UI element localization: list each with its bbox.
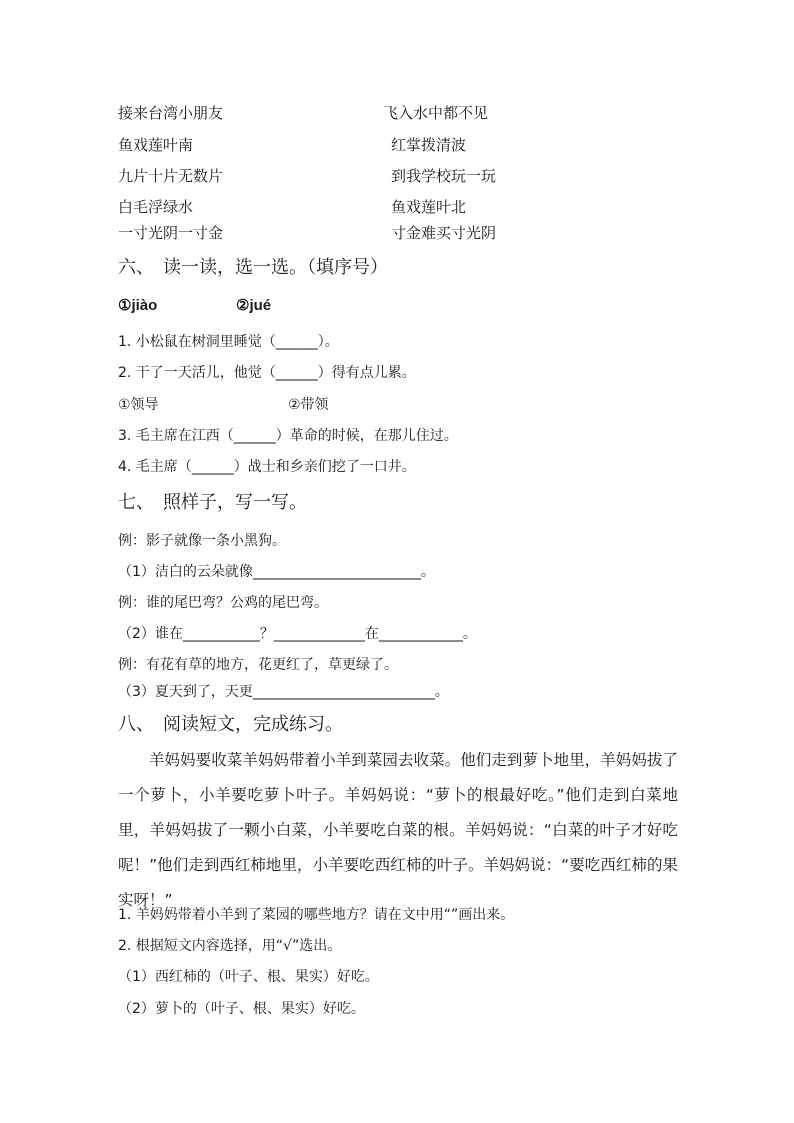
match-left-5: 一寸光阴一寸金 [118, 224, 224, 242]
s6-question-4: 4. 毛主席（______）战士和乡亲们挖了一口井。 [118, 459, 416, 475]
reading-passage: 羊妈妈要收菜羊妈妈带着小羊到菜园去收菜。他们走到萝卜地里，羊妈妈拔了一个萝卜，小羊要吃萝卜叶子。羊妈妈说：“萝卜的根最好吃。”他们走到白菜地里，羊妈妈拔了一颗小白菜，小羊要吃白菜的根。羊妈妈说：“白菜的叶子才好吃呢！”他们走到西红柿地里，小羊要吃西红柿的叶子。羊妈妈说：“要吃西红柿的果实呀！” [118, 751, 678, 909]
s8-question-2a: （1）西红柿的（叶子、根、果实）好吃。 [118, 969, 379, 985]
s7-question-1: （1）洁白的云朵就像________________________。 [118, 564, 435, 580]
s6-question-3: 3. 毛主席在江西（______）革命的时候，在那儿住过。 [118, 428, 458, 444]
s6-question-2: 2. 干了一天活儿，他觉（______）得有点儿累。 [118, 365, 416, 381]
match-right-4: 鱼戏莲叶北 [391, 198, 467, 216]
match-right-3: 到我学校玩一玩 [391, 167, 497, 185]
match-left-3: 九片十片无数片 [118, 167, 224, 185]
word-option-2: ②带领 [288, 397, 329, 413]
match-left-1: 接来台湾小朋友 [118, 104, 224, 122]
s7-example-1: 例：影子就像一条小黑狗。 [118, 533, 286, 549]
match-right-2: 红掌拨清波 [391, 136, 467, 154]
match-left-2: 鱼戏莲叶南 [118, 136, 194, 154]
section-7-title: 七、 照样子，写一写。 [118, 492, 307, 513]
s8-question-2: 2. 根据短文内容选择，用“√”选出。 [118, 938, 342, 954]
s7-example-2: 例：谁的尾巴弯？公鸡的尾巴弯。 [118, 595, 328, 611]
s8-question-1: 1. 羊妈妈带着小羊到了菜园的哪些地方？请在文中用“”画出来。 [118, 907, 515, 923]
pinyin-option-1: ①jiào [118, 297, 158, 314]
section-8-title: 八、 阅读短文，完成练习。 [118, 714, 343, 735]
s7-question-3: （3）夏天到了，天更__________________________。 [118, 684, 449, 700]
s8-question-2b: （2）萝卜的（叶子、根、果实）好吃。 [118, 1001, 365, 1017]
match-right-5: 寸金难买寸光阴 [391, 224, 497, 242]
match-left-4: 白毛浮绿水 [118, 198, 194, 216]
match-right-1: 飞入水中都不见 [383, 104, 489, 122]
s6-question-1: 1. 小松鼠在树洞里睡觉（______）。 [118, 334, 339, 350]
s7-example-3: 例：有花有草的地方，花更红了，草更绿了。 [118, 657, 398, 673]
pinyin-option-2: ②jué [236, 297, 272, 314]
word-option-1: ①领导 [118, 397, 159, 413]
section-6-title: 六、 读一读，选一选。（填序号） [118, 257, 388, 278]
s7-question-2: （2）谁在___________？_____________在____________。 [118, 626, 477, 642]
